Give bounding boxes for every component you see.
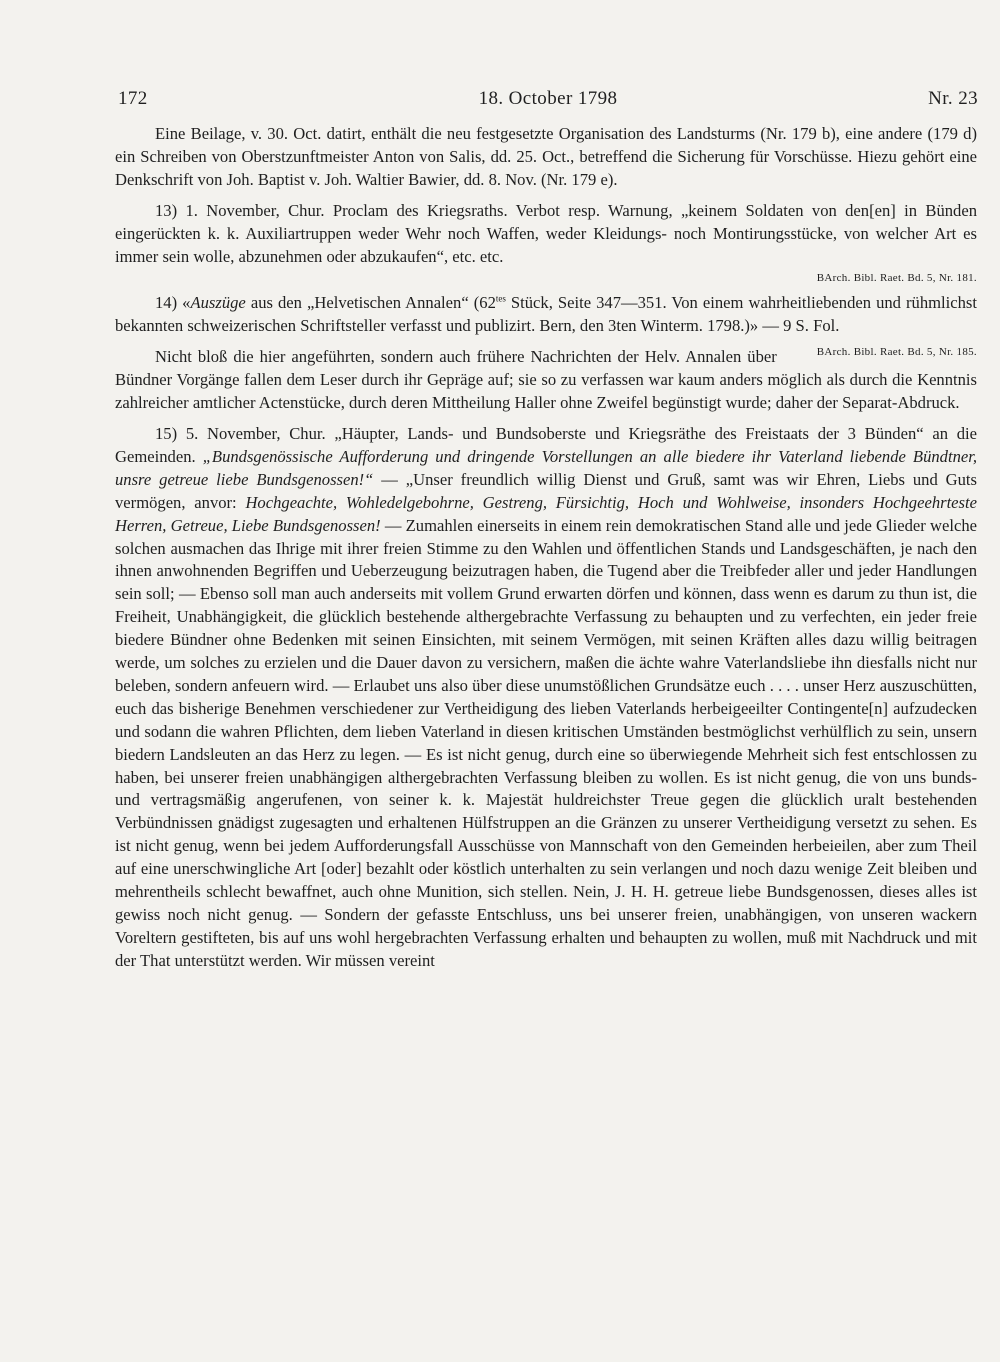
entry-15-greeting: — „Unser freundlich willig Dienst und Gruß, samt was wir Ehren, Liebs und Guts vermögen, anvor: [115,469,977,512]
entry-14-rest: Stück, Seite 347—351. Von einem wahrheitliebenden und rühmlichst bekannten schweizerischen Schriftsteller verfasst und publizirt. Bern, den 3ten Winterm. 1798.)» — 9 S. Fol. [115,293,977,336]
document-number: Nr. 23 [928,88,978,109]
entry-15-title: „Bundsgenössische Aufforderung und dringende Vorstellungen an alle biedere ihr Vaterland liebende Bündtner, unsre getreue liebe Bundsgenossen!“ [115,446,977,489]
entry-15 [115,423,977,973]
page-number: 172 [118,88,148,109]
paragraph-beilage: Eine Beilage, v. 30. Oct. datirt, enthält die neu festgesetzte Organisation des Landsturms (Nr. 179 b), eine andere (179 d) ein Schreiben von Oberstzunftmeister Anton von Salis, dd. 25. Oct., betreffend die Sicherung für Vorschüsse. Hiezu gehört eine Denkschrift von Joh. Baptist v. Joh. Waltier Bawier, dd. 8. Nov. (Nr. 179 e). [115,124,977,189]
running-title-date: 18. October 1798 [478,88,618,109]
page-body [115,123,977,973]
entry-14-superscript: tes [495,293,506,304]
paragraph-note: Nicht bloß die hier angeführten, sondern auch frühere Nachrichten der Helv. Annalen über Bündner Vorgänge fallen dem Leser durch ihr Gepräge auf; sie so zu verfassen war kaum anders möglich als durch die Kenntnis zahlreicher amtlicher Actenstücke, durch deren Mittheilung Haller ohne Zweifel begünstigt wurde; daher der Separat-Abdruck. [115,347,977,413]
page-header [118,88,978,118]
entry-15-intro: 15) 5. November, Chur. „Häupter, Lands- und Bundsoberste und Kriegsräthe des Freistaats der 3 Bünden“ an die Gemeinden. [115,423,977,466]
entry-15-body: — Zumahlen einerseits in einem rein demokratischen Stand alle und jede Glieder welche solchen ausmachen das Ihrige mit ihrer freien Stimme zu den Wahlen und öffentlichen Stands und Landsgeschäften, je nach den ihnen anwohnenden Begriffen und Ueberzeugung beizutragen haben, die Tugend aber die Treibfeder aller und jeder Handlungen sein soll; — Ebenso soll man auch anderseits mit vollem Grund erwarten dörfen und können, dass wenn es darum zu thun ist, die Freiheit, Unabhängigkeit, die glücklich bestehende althergebrachte Verfassung zu behaupten und zu verfechten, ein jeder freie biedere Bündner ohne Bedenken mit seinen Einsichten, mit seinem Vermögen, mit seinen Kräften alles dazu willig beitragen werde, um solches zu erzielen und die Dauer davon zu versichern, maßen die ächte wahre Vaterlandsliebe ihn diesfalls nicht nur beleben, sondern anfeuern wird. — Erlaubet uns also über diese unumstößlichen Grundsätze euch . . . . unser Herz auszuschütten, euch das bisherige Benehmen verschiedener zur Vertheidigung des lieben Vaterlands herbeigeeilter Contingente[n] aufzudecken und sodann die wahren Pflichten, dem lieben Vaterland in diesen kritischen Umständen bestmöglichst verhülflich zu sein, unsern biedern Landsleuten an das Herz zu legen. — Es ist nicht genug, durch eine so überwiegende Mehrheit sich fest entschlossen zu haben, bei unserer freien unabhängigen althergebrachten Verfassung bleiben zu wollen. Es ist nicht genug, die von uns bunds- und vertragsmäßig angerufenen, von seiner k. k. Majestät huldreichster Treue gegen die glücklich uralt bestehenden Verbündnissen gnädigst zugesagten und erhaltenen Hülfstruppen an die Gränzen zu unserer Vertheidigung versetzt zu sehen. Es ist nicht genug, wenn bei jedem Aufforderungsfall Ausschüsse von Mannschaft von den Gemeinden herbeieilen, aber zum Theil auf eine unerschwingliche Art [oder] bezahlt oder köstlich unterhalten zu sein verlangen und noch dazu wenige Zeit bleiben und mehrentheils schlecht bewaffnet, auch ohne Munition, sich stellen. Nein, J. H. H. getreue liebe Bundsgenossen, dieses alles ist gewiss noch nicht genug. — Sondern der gefasste Entschluss, uns bei unserer freien, unabhängigen, von unseren wackern Voreltern gestifteten, bis auf uns wohl hergebrachten Verfassung erhalten und behaupten zu wollen, muß mit Nachdruck und mit der That unterstützt werden. Wir müssen vereint [115,515,977,970]
entry-13: 13) 1. November, Chur. Proclam des Kriegsraths. Verbot resp. Warnung, „keinem Soldaten von den[en] in Bünden eingerückten k. k. Auxiliartruppen weder Wehr noch Waffen, weder Kleidungs- noch Montirungsstücke, von welcher Art es immer sein wolle, abzunehmen oder abzukaufen“, etc. etc. [115,200,977,266]
entry-14-lead: 14) « [155,293,191,313]
entry-14-text: aus den „Helvetischen Annalen“ (62 [245,293,496,313]
source-reference-13: BArch. Bibl. Raet. Bd. 5, Nr. 181. [816,272,977,285]
entry-14-title: Auszüge [190,293,246,313]
entry-15-address: Hochgeachte, Wohledelgebohrne, Gestreng, Fürsichtig, Hoch und Wohlweise, insonders Hochgeehrteste Herren, Getreue, Liebe Bundsgenossen! [115,492,977,535]
source-reference-14: BArch. Bibl. Raet. Bd. 5, Nr. 185. [816,346,977,359]
entry-14 [115,292,977,359]
